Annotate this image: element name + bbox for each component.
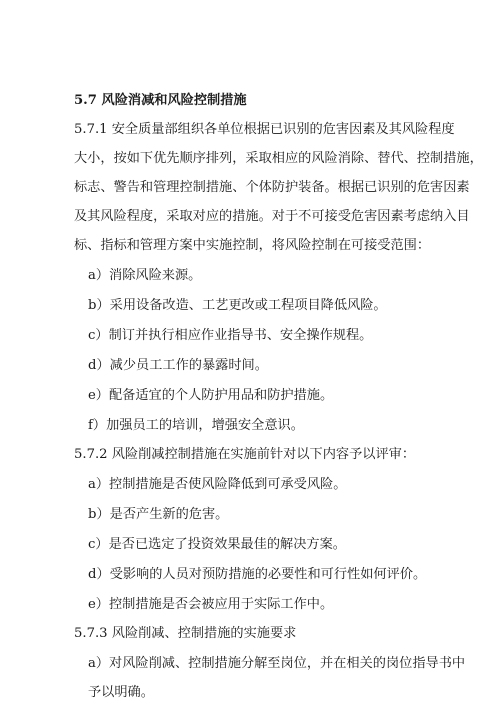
paragraph-571-line-1: 5.7.1 安全质量部组织各单位根据已识别的危害因素及其风险程度 [74,122,455,137]
paragraph-572-title: 5.7.2 风险削减控制措施在实施前针对以下内容予以评审： [74,447,416,462]
section-heading: 5.7 风险消减和风险控制措施 [74,93,247,108]
paragraph-571-line-5: 标、指标和管理方案中实施控制，将风险控制在可接受范围： [74,238,431,253]
list-item: c）是否已选定了投资效果最佳的解决方案。 [88,537,346,552]
list-item: a）消除风险来源。 [88,268,202,283]
paragraph-571-line-2: 大小，按如下优先顺序排列，采取相应的风险消除、替代、控制措施， [74,151,483,166]
paragraph-571-line-4: 及其风险程度，采取对应的措施。对于不可接受危害因素考虑纳入目 [74,209,470,224]
list-item: e）控制措施是否会被应用于实际工作中。 [88,597,334,612]
list-item: a）对风险削减、控制措施分解至岗位，并在相关的岗位指导书中 [88,656,466,671]
paragraph-573-title: 5.7.3 风险削减、控制措施的实施要求 [74,626,297,641]
list-item: d）减少员工工作的暴露时间。 [88,358,268,373]
list-item: e）配备适宜的个人防护用品和防护措施。 [88,388,334,403]
list-item: f）加强员工的培训，增强安全意识。 [88,418,304,433]
list-item-continuation: 予以明确。 [88,685,154,700]
paragraph-571-line-3: 标志、警告和管理控制措施、个体防护装备。根据已识别的危害因素 [74,180,470,195]
list-item: b）采用设备改造、工艺更改或工程项目降低风险。 [88,298,387,313]
list-item: b）是否产生新的危害。 [88,507,229,522]
list-item: c）制订并执行相应作业指导书、安全操作规程。 [88,328,373,343]
list-item: a）控制措施是否使风险降低到可承受风险。 [88,477,347,492]
list-item: d）受影响的人员对预防措施的必要性和可行性如何评价。 [88,567,427,582]
